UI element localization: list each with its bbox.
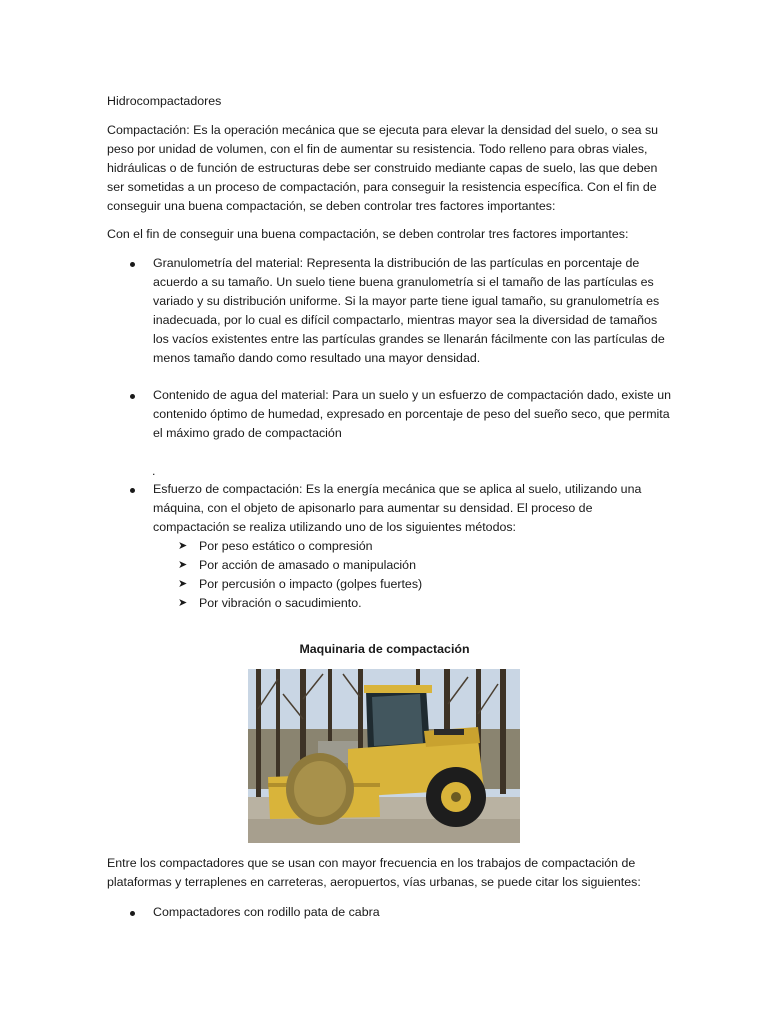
arrow-bullet-icon: ➤ [178, 540, 188, 552]
bullet-icon [130, 911, 135, 916]
arrow-bullet-icon: ➤ [178, 578, 188, 590]
list-item [107, 254, 672, 368]
methods-list [153, 537, 672, 613]
method-item [178, 556, 672, 575]
stray-period: . [152, 464, 156, 478]
method-item [178, 594, 672, 613]
factor-effort-text: Esfuerzo de compactación: Es la energía mecánica que se aplica al suelo, utilizando una máquina, con el objeto de apisonarlo para aumentar su densidad. El proceso de compactación se realiza utilizando uno de los siguientes métodos: [153, 482, 642, 534]
list-item [107, 480, 672, 613]
arrow-bullet-icon: ➤ [178, 597, 188, 609]
method-text: Por acción de amasado o manipulación [199, 558, 416, 572]
bullet-icon [130, 394, 135, 399]
method-text: Por vibración o sacudimiento. [199, 596, 362, 610]
factors-list-granulometry [107, 254, 672, 368]
closing-paragraph: Entre los compactadores que se usan con mayor frecuencia en los trabajos de compactación de plataformas y terraplenes en carreteras, aeropuertos, vías urbanas, se puede citar los siguientes: [107, 856, 641, 889]
method-item [178, 537, 672, 556]
machinery-heading: Maquinaria de compactación [299, 642, 470, 656]
method-text: Por percusión o impacto (golpes fuertes) [199, 577, 423, 591]
document-title: Hidrocompactadores [107, 94, 222, 108]
compactor-type-text: Compactadores con rodillo pata de cabra [153, 905, 380, 919]
factor-water-content-text: Contenido de agua del material: Para un suelo y un esfuerzo de compactación dado, existe un contenido óptimo de humedad, expresado en porcentaje de peso del sueño seco, que permita el máximo grado de compactación [153, 388, 671, 440]
bullet-icon [130, 262, 135, 267]
arrow-bullet-icon: ➤ [178, 559, 188, 571]
list-item [107, 903, 672, 922]
compactor-types-list [107, 903, 672, 922]
method-item [178, 575, 672, 594]
factors-intro-paragraph: Con el fin de conseguir una buena compactación, se deben controlar tres factores importantes: [107, 227, 629, 241]
factor-granulometry-text: Granulometría del material: Representa la distribución de las partículas en porcentaje de acuerdo a su tamaño. Un suelo tiene buena granulometría si el tamaño de las partículas es variado y su distribución uniforme. Si la mayor parte tiene igual tamaño, su granulometría es inadecuada, por lo cual es difícil compactarlo, mientras mayor sea la diversidad de tamaños los vacíos existentes entre las partículas grandes se llenarán fácilmente con las partículas de menos tamaño dando como resultado una mayor densidad. [153, 256, 665, 365]
factors-list-effort [107, 480, 672, 613]
compactor-roller-photo [248, 669, 520, 843]
bullet-icon [130, 488, 135, 493]
list-item [107, 386, 672, 443]
factors-list-water [107, 386, 672, 443]
method-text: Por peso estático o compresión [199, 539, 373, 553]
intro-paragraph: Compactación: Es la operación mecánica que se ejecuta para elevar la densidad del suelo, o sea su peso por unidad de volumen, con el fin de aumentar su resistencia. Todo relleno para obras viales, hidráulicas o de función de estructuras debe ser construido mediante capas de suelo, las que deben ser sometidas a un proceso de compactación, para conseguir la resistencia específica. Con el fin de conseguir una buena compactación, se deben controlar tres factores importantes: [107, 123, 659, 213]
